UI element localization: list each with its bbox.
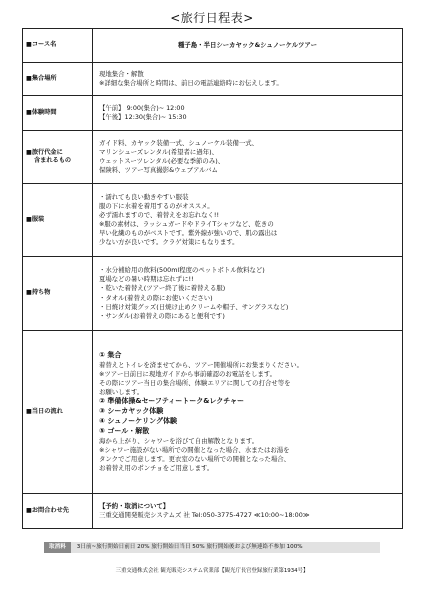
flow-step-3: ③ シーカヤック体験 bbox=[99, 407, 164, 416]
row-contact bbox=[23, 494, 403, 529]
flow-step-5: ⑤ ゴール・解散 bbox=[99, 426, 150, 435]
flow-step-1-line: お願いします。 bbox=[99, 388, 144, 396]
meeting-label: ■集合場所 bbox=[23, 63, 93, 96]
meeting-content bbox=[93, 63, 403, 96]
flow-step-1-line: ※ツアー日前日に現地ガイドから事前確認のお電話をします。 bbox=[99, 369, 277, 378]
belongings-content bbox=[93, 257, 403, 331]
included-line: 保険料、ツアー写真撮影&ウェブアルバム bbox=[99, 166, 218, 175]
clothing-line: 早い化繊のものがベストです。紫外線が強いので、肌の露出は bbox=[99, 229, 278, 238]
cancellation-fees-text: 3日前~旅行開始日前日 20% 旅行開始日当日 50% 旅行開始後および無連絡不参加 100% bbox=[71, 542, 380, 553]
contact-label: ■お問合わせ先 bbox=[23, 494, 93, 529]
flow-step-5-line: お着替え用のポンチョをご用意します。 bbox=[99, 464, 214, 473]
meeting-line: 現地集合・解散 bbox=[99, 69, 144, 78]
flow-content bbox=[93, 331, 403, 494]
clothing-line: 必ず濡れますので、着替えをお忘れなく!! bbox=[99, 210, 220, 219]
included-line: マリンシューズレンタル(希望者に過年)、 bbox=[99, 147, 218, 156]
flow-step-5-line: タンクでご用意します。更衣室のない場所での開催となった場合、 bbox=[99, 455, 291, 464]
contact-details: 三重交通開発販売システムズ 社 Tel:050-3775-4727 ≪10:00~18:00≫ bbox=[99, 511, 310, 519]
clothing-content bbox=[93, 184, 403, 257]
row-flow bbox=[23, 331, 403, 494]
time-afternoon: 【午後】12:30(集合)~ 15:30 bbox=[99, 113, 187, 121]
belongings-label: ■持ち物 bbox=[23, 257, 93, 331]
flow-step-1-line: 着替えとトイレを済ませてから、ツアー開催場所にお集まりください。 bbox=[99, 360, 303, 369]
cancellation-fees bbox=[44, 542, 380, 553]
belongings-line: ・乾いた着替え(ツアー終了後に着替える服) bbox=[99, 284, 226, 293]
flow-step-5-line: 海から上がり、シャワーを浴びて自由解散となります。 bbox=[99, 436, 259, 445]
row-meeting bbox=[23, 63, 403, 96]
row-included bbox=[23, 131, 403, 184]
belongings-line: ・タオル(着替えの際にお使いください) bbox=[99, 293, 213, 302]
row-course bbox=[23, 29, 403, 63]
included-line: ウェットスーツレンタル(必要な季節のみ)、 bbox=[99, 157, 225, 165]
row-belongings bbox=[23, 257, 403, 331]
cancellation-fees-tag: 取消料 bbox=[44, 542, 71, 553]
included-label bbox=[23, 131, 93, 184]
time-morning: 【午前】 9:00(集合)~ 12:00 bbox=[99, 103, 185, 112]
course-name: 種子島・半日シーカヤック&シュノーケルツアー bbox=[93, 29, 403, 63]
belongings-line: 夏場などの暑い時期は忘れずに!! bbox=[99, 275, 194, 284]
clothing-line: ※服の素材は、ラッシュガードやドライTシャツなど、乾きの bbox=[99, 220, 274, 228]
time-label: ■体験時間 bbox=[23, 96, 93, 131]
footer-company: 三重交通株式会社 観光販売システム営業部【観光庁長官登録旅行業第1934号】 bbox=[115, 568, 309, 574]
belongings-line: ・水分補給用の飲料(500ml程度のペットボトル飲料など) bbox=[99, 266, 265, 275]
included-label-line: ■旅行代金に bbox=[26, 148, 63, 156]
belongings-line: ・サンダル(お着替えの際にあると便利です) bbox=[99, 311, 225, 320]
row-time bbox=[23, 96, 403, 131]
belongings-line: ・日焼け対策グッズ(日焼け止めクリームや帽子、サングラスなど) bbox=[99, 302, 289, 311]
flow-step-1-line: その際にツアー当日の集合場所、体験エリアに関しての打合せ等を bbox=[99, 378, 291, 387]
itinerary-table bbox=[22, 28, 403, 529]
flow-step-1: ① 集合 bbox=[99, 350, 122, 359]
contact-heading: 【予約・取消について】 bbox=[99, 501, 170, 510]
contact-content bbox=[93, 494, 403, 529]
clothing-line: 少ない方が良いです。クラゲ対策にもなります。 bbox=[99, 238, 239, 247]
clothing-line: ・濡れても良い動きやすい服装 bbox=[99, 192, 189, 201]
included-label-line: 含まれるもの bbox=[34, 157, 72, 164]
flow-step-2: ② 準備体操&セーフティートーク&レクチャー bbox=[99, 397, 245, 406]
included-line: ガイド料、カヤック装備一式、シュノーケル装備一式、 bbox=[99, 138, 259, 147]
meeting-line: ※詳細な集合場所と時間は、前日の電話連絡時にお伝えします。 bbox=[99, 79, 283, 87]
clothing-label: ■服装 bbox=[23, 184, 93, 257]
flow-step-4: ④ シュノーケリング体験 bbox=[99, 416, 178, 425]
row-clothing bbox=[23, 184, 403, 257]
course-label: ■コース名 bbox=[23, 29, 93, 63]
flow-label: ■当日の流れ bbox=[23, 331, 93, 494]
clothing-line: 服の下に水着を着用するのがオススメ。 bbox=[99, 201, 214, 210]
page-title: <旅行日程表> bbox=[170, 11, 254, 25]
flow-step-5-line: ※シャワー施設がない場所での開催となった場合、水またはお湯を bbox=[99, 445, 290, 454]
time-content bbox=[93, 96, 403, 131]
included-content bbox=[93, 131, 403, 184]
